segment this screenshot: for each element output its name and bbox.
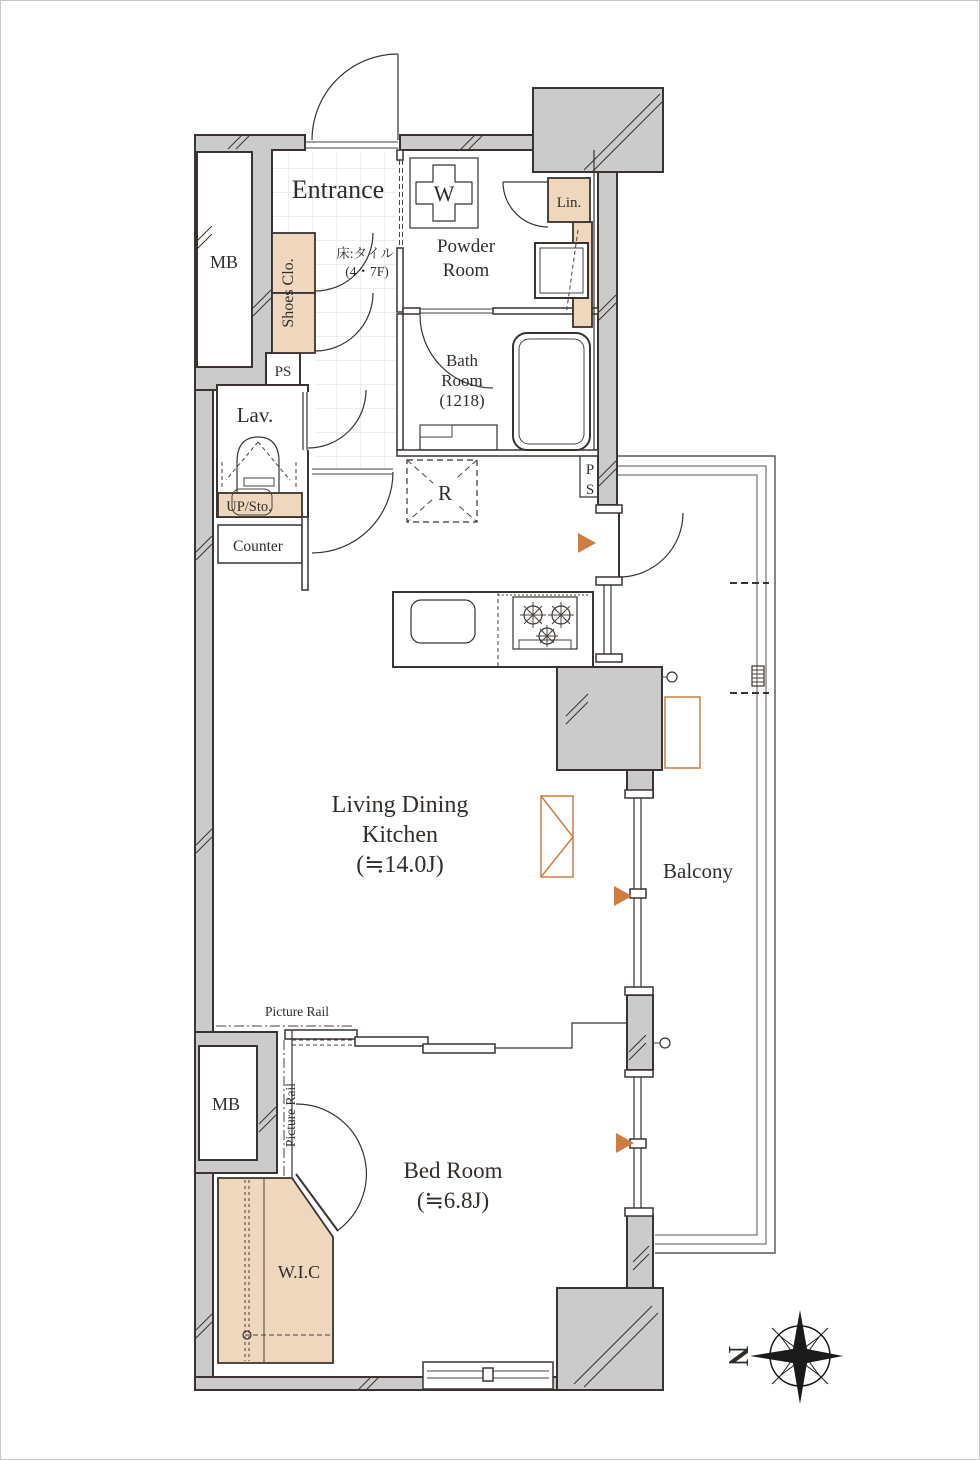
floor-tile-note-2: (4・7F) (345, 264, 389, 279)
kitchen (393, 592, 593, 667)
washer-label: W (433, 181, 455, 206)
up-storage-label: UP/Sto. (226, 499, 272, 515)
meter-box-lower-label: MB (211, 1094, 241, 1114)
hall-ldk-door (312, 469, 393, 553)
picture-rail-label-h: Picture Rail (264, 1004, 330, 1019)
compass-north-label: N (722, 1345, 753, 1367)
bedroom-south-window (423, 1362, 553, 1389)
powder-room-label-1: Powder (436, 236, 496, 257)
bath-room-label-3: (1218) (439, 391, 485, 410)
arrow-marker-icon (616, 1133, 634, 1153)
ldk-label-3: (≒14.0J) (356, 852, 444, 878)
ldk-label-2: Kitchen (362, 822, 438, 848)
arrow-marker-icon (578, 533, 596, 553)
ldk-label-1: Living Dining (331, 792, 469, 818)
counter-wall (302, 517, 308, 590)
bed-room-label-1: Bed Room (403, 1158, 503, 1183)
compass-rose-icon (750, 1310, 843, 1404)
bath-room-label-1: Bath (445, 351, 479, 370)
pipe-space-label: PS (274, 364, 292, 380)
entrance-label: Entrance (291, 175, 385, 204)
ac-unit-marker (665, 697, 700, 768)
bath-room-label-2: Room (441, 371, 483, 390)
lavatory-label: Lav. (236, 403, 274, 427)
shoes-closet-label: Shoes Clo. (280, 258, 297, 328)
powder-room-label-2: Room (442, 260, 490, 281)
balcony-label: Balcony (663, 859, 733, 883)
wic-label: W.I.C (277, 1262, 321, 1282)
entrance-door (305, 54, 398, 148)
picture-rail-label-v: Picture Rail (283, 1082, 298, 1148)
pipe-space-right-label-2: S (585, 482, 595, 498)
linen-label: Lin. (556, 195, 582, 211)
window-marker (541, 796, 573, 877)
refrigerator-label: R (437, 481, 453, 505)
floor-tile-note-1: 床:タイル (336, 246, 394, 261)
bed-room-label-2: (≒6.8J) (416, 1188, 490, 1213)
meter-box-upper-label: MB (209, 252, 239, 272)
counter-label: Counter (233, 538, 283, 555)
pipe-space-right-label-1: P (585, 462, 595, 478)
